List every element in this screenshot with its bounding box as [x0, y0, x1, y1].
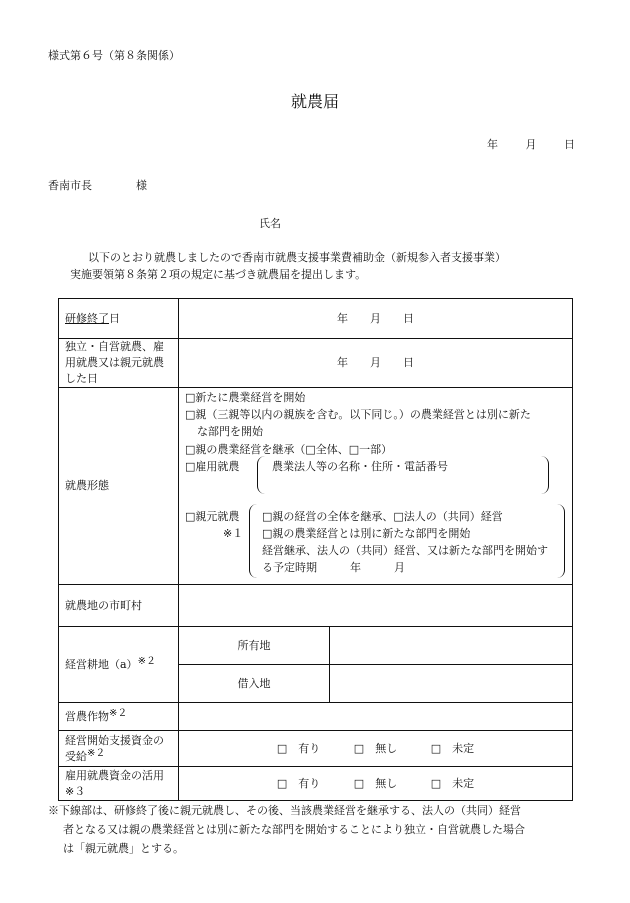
crops-field[interactable] [179, 703, 573, 731]
crops-label-text: 営農作物 [65, 709, 109, 723]
training-end-label-underlined: 研修終了 [65, 311, 109, 325]
date-day: 日 [564, 138, 575, 151]
family-note: ※１ [223, 527, 244, 540]
employer-info-bracket[interactable] [257, 456, 549, 494]
applicant-name-label: 氏名 [259, 217, 281, 230]
footnote-line-1: ※下線部は、研修終了後に親元就農し、その後、当該農業経営を継承する、法人の（共同）経営 [48, 804, 521, 817]
employment-fund-choice-no[interactable]: □ 無し [353, 776, 398, 790]
fund-note: ※２ [87, 747, 106, 759]
farming-style-label: 就農形態 [59, 388, 179, 585]
start-date-field[interactable]: 年 月 日 [179, 339, 573, 388]
fund-choice-no[interactable]: □ 無し [353, 741, 398, 755]
date-month: 月 [525, 138, 537, 151]
municipality-label: 就農地の市町村 [59, 585, 179, 627]
training-end-date-field[interactable]: 年 月 日 [179, 299, 573, 339]
owned-land-field[interactable] [330, 627, 573, 665]
intro-line-2: 実施要領第８条第２項の規定に基づき就農届を提出します。 [70, 268, 367, 281]
fund-row [59, 731, 573, 767]
family-details-bracket [249, 504, 565, 578]
municipality-field[interactable] [179, 585, 573, 627]
training-end-label-rest: 日 [109, 311, 120, 325]
intro-line-1: 以下のとおり就農しましたので香南市就農支援事業費補助金（新規参入者支援事業） [88, 251, 506, 264]
crops-label [59, 703, 179, 731]
employer-info-label: 農業法人等の名称・住所・電話番号 [272, 460, 448, 473]
form-number: 様式第６号（第８条関係） [48, 49, 180, 62]
style-option-succession[interactable]: □親の農業経営を継承（□全体、□一部） [185, 443, 393, 456]
farmland-owned-row [59, 627, 573, 665]
municipality-row [59, 585, 573, 627]
employment-fund-label [59, 767, 179, 801]
footnote [48, 801, 525, 858]
fund-choices [179, 731, 573, 767]
fund-choice-undecided[interactable]: □ 未定 [430, 741, 475, 755]
addressee: 香南市長 様 [48, 179, 147, 192]
employment-fund-note: ※３ [65, 784, 86, 798]
leased-land-field[interactable] [330, 665, 573, 703]
employment-fund-label-text: 雇用就農資金の活用 [65, 768, 164, 782]
farming-style-options [179, 388, 573, 585]
family-option-new-division[interactable]: □親の農業経営とは別に新たな部門を開始 [262, 527, 471, 540]
page-title: 就農届 [290, 92, 339, 111]
employment-fund-choice-undecided[interactable]: □ 未定 [430, 776, 475, 790]
footnote-line-2: 者となる又は親の農業経営とは別に新たな部門を開始することにより独立・自営就農した場合 [63, 823, 525, 836]
family-option-whole[interactable]: □親の経営の全体を継承、□法人の（共同）経営 [262, 510, 503, 523]
style-option-employment[interactable]: □雇用就農 [185, 460, 240, 473]
employment-fund-row [59, 767, 573, 801]
application-table [58, 298, 573, 801]
style-option-new-division[interactable]: □親（三親等以内の親族を含む。以下同じ。）の農業経営とは別に新た [185, 408, 531, 421]
date-year: 年 [487, 138, 498, 151]
fund-label-line1: 経営開始支援資金の [65, 733, 164, 747]
fund-label [59, 731, 179, 767]
fund-label-line2: 受給 [65, 749, 87, 763]
training-end-label [59, 299, 179, 339]
employment-fund-choices [179, 767, 573, 801]
employment-fund-choice-yes[interactable]: □ 有り [276, 776, 321, 790]
family-schedule-line1: 経営継承、法人の（共同）経営、又は新たな部門を開始す [262, 544, 548, 557]
owned-land-label: 所有地 [179, 627, 330, 665]
crops-row [59, 703, 573, 731]
footnote-line-3: は「親元就農」とする。 [63, 842, 184, 855]
style-option-family[interactable]: □親元就農 [185, 510, 240, 523]
farmland-note: ※２ [137, 655, 156, 667]
farming-style-row [59, 388, 573, 585]
crops-note: ※２ [109, 707, 128, 719]
fund-choice-yes[interactable]: □ 有り [276, 741, 321, 755]
farmland-label [59, 627, 179, 703]
start-date-row [59, 339, 573, 388]
style-option-new-division-cont: な部門を開始 [197, 425, 263, 438]
training-end-row [59, 299, 573, 339]
start-date-label: 独立・自営就農、雇用就農又は親元就農した日 [59, 339, 179, 388]
farmland-label-text: 経営耕地（a） [65, 657, 138, 671]
family-schedule-line2[interactable]: る予定時期 年 月 [262, 561, 405, 574]
submission-date [487, 139, 575, 150]
leased-land-label: 借入地 [179, 665, 330, 703]
style-option-new[interactable]: □新たに農業経営を開始 [185, 391, 306, 404]
